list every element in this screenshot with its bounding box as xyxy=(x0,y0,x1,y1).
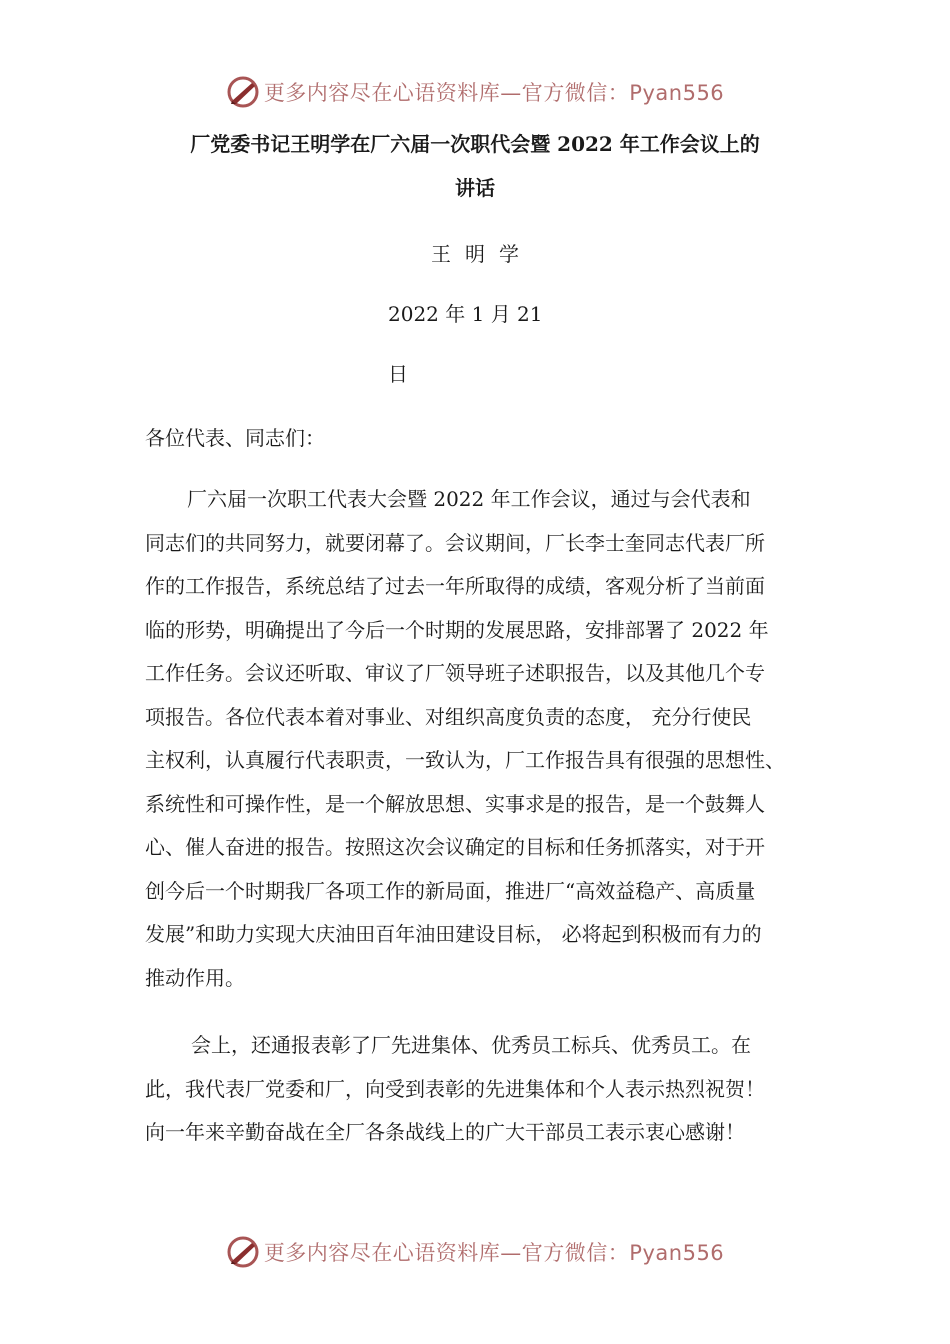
author-name: 王明学 xyxy=(431,242,533,266)
watermark-text: 更多内容尽在心语资料库—官方微信：Pyan556 xyxy=(263,81,725,105)
pen-logo-icon xyxy=(226,1235,260,1269)
paragraph-line: 临的形势，明确提出了今后一个时期的发展思路，安排部署了 2022 年 xyxy=(145,617,769,642)
paragraph-2 xyxy=(145,1024,825,1155)
watermark-header xyxy=(0,72,950,112)
paragraph-line: 创今后一个时期我厂各项工作的新局面，推进厂“高效益稳产、高质量 xyxy=(145,878,756,903)
paragraph-line: 推动作用。 xyxy=(145,965,245,990)
date-line2: 日 xyxy=(388,362,408,386)
paragraph-line: 作的工作报告，系统总结了过去一年所取得的成绩，客观分析了当前面 xyxy=(145,574,765,598)
paragraph-line: 向一年来辛勤奋战在全厂各条战线上的广大干部员工表示衷心感谢！ xyxy=(145,1120,745,1144)
paragraph-line: 厂六届一次职工代表大会暨 2022 年工作会议，通过与会代表和 xyxy=(187,487,751,511)
paragraph-1 xyxy=(145,478,825,1000)
paragraph-line: 会上，还通报表彰了厂先进集体、优秀员工标兵、优秀员工。在 xyxy=(191,1033,751,1057)
paragraph-line: 发展”和助力实现大庆油田百年油田建设目标， 必将起到积极而有力的 xyxy=(145,922,762,946)
document-title-line2: 讲话 xyxy=(455,176,495,200)
paragraph-line: 主权利，认真履行代表职责，一致认为，厂工作报告具有很强的思想性、 xyxy=(145,748,785,772)
paragraph-line: 工作任务。会议还听取、审议了厂领导班子述职报告，以及其他几个专 xyxy=(145,661,765,685)
paragraph-line: 此，我代表厂党委和厂，向受到表彰的先进集体和个人表示热烈祝贺！ xyxy=(145,1076,765,1101)
date-line1: 2022 年 1 月 21 xyxy=(388,302,543,326)
watermark-text: 更多内容尽在心语资料库—官方微信：Pyan556 xyxy=(263,1241,725,1265)
paragraph-line: 同志们的共同努力，就要闭幕了。会议期间，厂长李士奎同志代表厂所 xyxy=(145,530,765,555)
document-title-line1: 厂党委书记王明学在厂六届一次职代会暨 2022 年工作会议上的 xyxy=(190,132,760,156)
salutation: 各位代表、同志们： xyxy=(145,426,325,450)
pen-logo-icon xyxy=(226,75,260,109)
paragraph-line: 系统性和可操作性，是一个解放思想、实事求是的报告，是一个鼓舞人 xyxy=(145,791,765,816)
paragraph-line: 项报告。各位代表本着对事业、对组织高度负责的态度， 充分行使民 xyxy=(145,704,752,729)
watermark-footer xyxy=(0,1232,950,1272)
paragraph-line: 心、催人奋进的报告。按照这次会议确定的目标和任务抓落实，对于开 xyxy=(145,835,765,859)
